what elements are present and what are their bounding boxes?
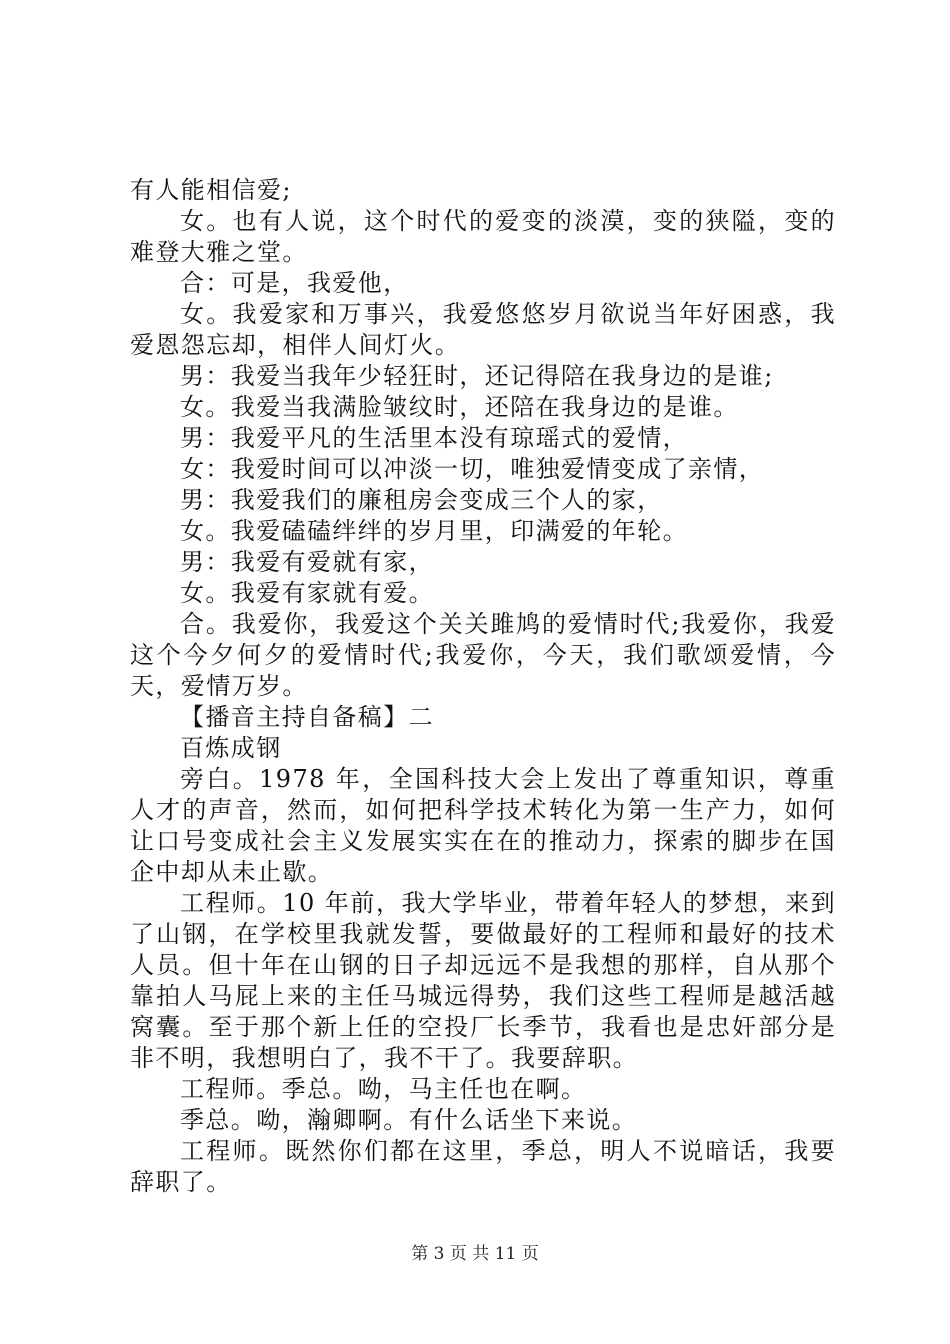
paragraph-dialogue: 男：我爱当我年少轻狂时，还记得陪在我身边的是谁;	[180, 362, 774, 390]
document-body	[130, 175, 836, 1198]
paragraph-dialogue: 女。我爱磕磕绊绊的岁月里，印满爱的年轮。	[180, 517, 688, 545]
paragraph-continuation: 有人能相信爱;	[130, 176, 292, 204]
page-number-footer: 第 3 页 共 11 页	[411, 1244, 539, 1264]
paragraph-dialogue: 女。我爱当我满脸皱纹时，还陪在我身边的是谁。	[180, 393, 739, 421]
paragraph-dialogue: 季总。呦，瀚卿啊。有什么话坐下来说。	[180, 1106, 638, 1134]
paragraph-dialogue: 合：可是，我爱他，	[180, 269, 409, 297]
section-title: 百炼成钢	[180, 734, 282, 762]
paragraph-dialogue: 男：我爱有爱就有家，	[180, 548, 434, 576]
paragraph-dialogue: 女。我爱家和万事兴，我爱悠悠岁月欲说当年好困惑，我爱恩怨忘却，相伴人间灯火。	[130, 300, 836, 359]
paragraph-dialogue: 女：我爱时间可以冲淡一切，唯独爱情变成了亲情，	[180, 455, 765, 483]
paragraph-dialogue: 合。我爱你，我爱这个关关雎鸠的爱情时代;我爱你，我爱这个今夕何夕的爱情时代;我爱你，今天，我们歌颂爱情，今天，爱情万岁。	[130, 610, 836, 700]
paragraph-dialogue: 男：我爱平凡的生活里本没有琼瑶式的爱情，	[180, 424, 688, 452]
paragraph-dialogue: 女。也有人说，这个时代的爱变的淡漠，变的狭隘，变的难登大雅之堂。	[130, 207, 836, 266]
paragraph-narration: 旁白。1978 年，全国科技大会上发出了尊重知识，尊重人才的声音，然而，如何把科学技术转化为第一生产力，如何让口号变成社会主义发展实实在在的推动力，探索的脚步在国企中却从未止歇。	[130, 765, 836, 886]
section-heading: 【播音主持自备稿】二	[180, 703, 434, 731]
paragraph-dialogue: 女。我爱有家就有爱。	[180, 579, 434, 607]
paragraph-dialogue: 工程师。季总。呦，马主任也在啊。	[180, 1075, 587, 1103]
paragraph-dialogue: 工程师。10 年前，我大学毕业，带着年轻人的梦想，来到了山钢，在学校里我就发誓，要做最好的工程师和最好的技术人员。但十年在山钢的日子却远远不是我想的那样，自从那个靠拍人马屁上来的主任马城远得势，我们这些工程师是越活越窝囊。至于那个新上任的空投厂长季节，我看也是忠奸部分是非不明，我想明白了，我不干了。我要辞职。	[130, 889, 836, 1072]
paragraph-dialogue: 工程师。既然你们都在这里，季总，明人不说暗话，我要辞职了。	[130, 1137, 836, 1196]
paragraph-dialogue: 男：我爱我们的廉租房会变成三个人的家，	[180, 486, 663, 514]
